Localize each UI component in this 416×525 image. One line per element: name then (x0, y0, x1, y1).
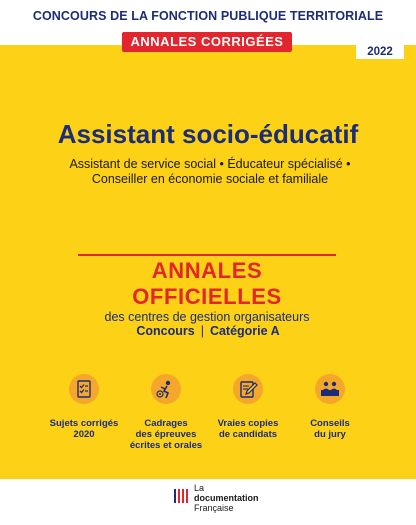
feature-label (288, 418, 372, 440)
checklist-icon (69, 374, 99, 404)
feature-label-line: des épreuves (135, 429, 197, 440)
annales-badge: ANNALES CORRIGÉES (122, 32, 292, 52)
separator: | (200, 324, 204, 338)
tricolor-bars-icon (174, 489, 190, 503)
main-title: Assistant socio-éducatif (57, 119, 359, 149)
series-title: CONCOURS DE LA FONCTION PUBLIQUE TERRITORIALE (32, 9, 384, 23)
subtitle-line: Assistant de service social • Éducateur spécialisé • (69, 157, 351, 171)
feature-label-line: 2020 (73, 429, 95, 440)
target-person-icon (151, 374, 181, 404)
feature-sujets (42, 374, 126, 440)
feature-label (42, 418, 126, 440)
subtitle (50, 157, 370, 187)
subtitle-line: Conseiller en économie sociale et familiale (91, 172, 329, 186)
publisher-line: La (194, 483, 205, 493)
feature-label-line: Cadrages (144, 418, 188, 429)
feature-label-line: du jury (314, 429, 346, 440)
feature-label-line: Sujets corrigés (49, 418, 119, 429)
feature-label-line: Vraies copies (217, 418, 279, 429)
feature-label-line: Conseils (310, 418, 350, 429)
feature-label-line: de candidats (218, 429, 278, 440)
publisher-name (194, 483, 259, 513)
publisher-logo (174, 483, 264, 513)
annales-officielles-block (78, 254, 336, 324)
concours-label: Concours (136, 324, 195, 338)
publisher-line: Française (194, 503, 234, 513)
feature-cadrages (124, 374, 208, 451)
red-divider (78, 254, 336, 256)
annales-officielles-title: ANNALES OFFICIELLES (132, 258, 282, 309)
year-tag: 2022 (356, 45, 404, 59)
publisher-line: documentation (194, 493, 259, 503)
pencil-paper-icon (233, 374, 263, 404)
feature-label (124, 418, 208, 451)
jury-icon (315, 374, 345, 404)
feature-label-line: écrites et orales (129, 440, 203, 451)
feature-copies (206, 374, 290, 440)
feature-conseils (288, 374, 372, 440)
categorie-label: Catégorie A (209, 324, 280, 338)
concours-line (0, 324, 416, 338)
feature-label (206, 418, 290, 440)
annales-officielles-subtitle: des centres de gestion organisateurs (104, 310, 310, 324)
